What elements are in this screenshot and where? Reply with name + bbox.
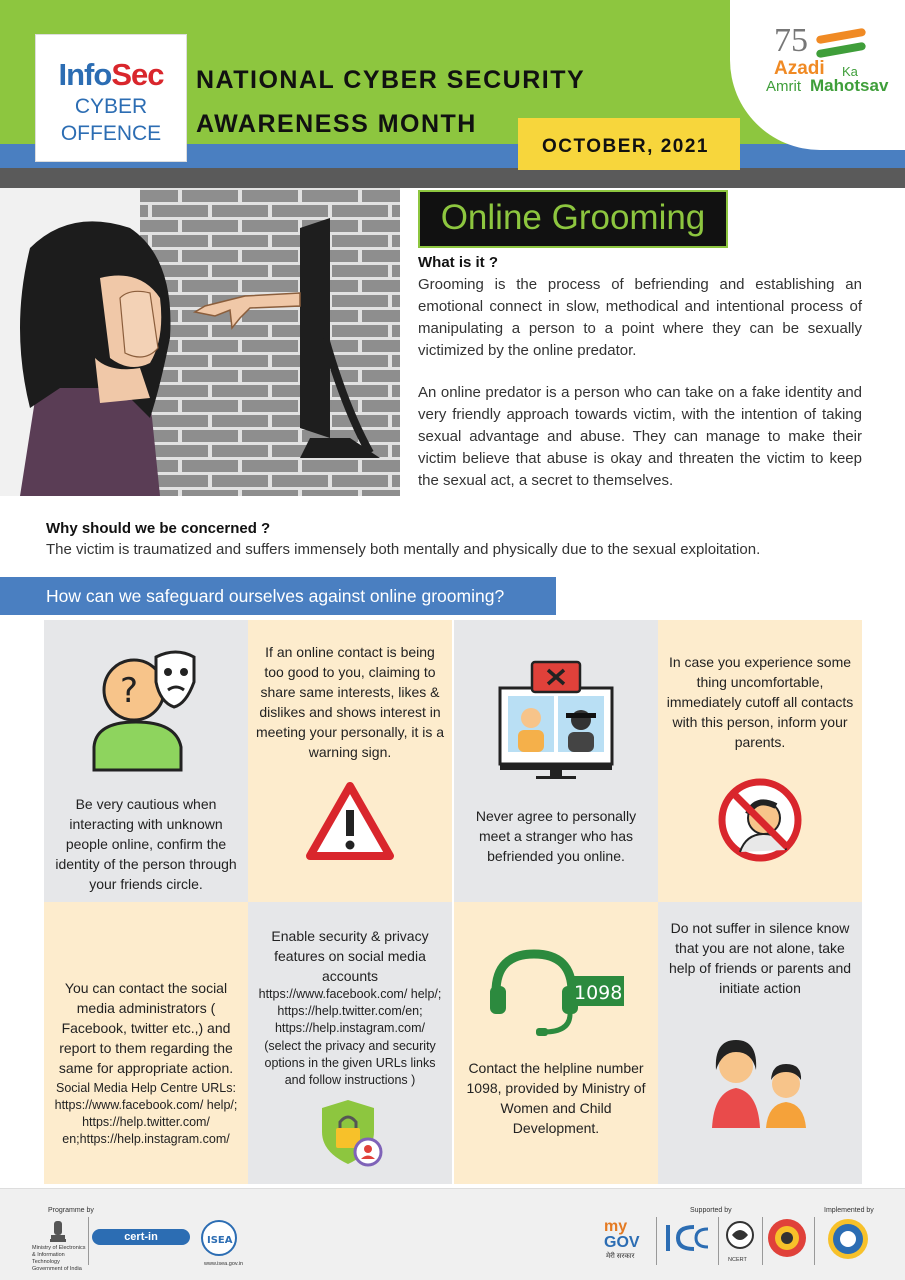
helpline-badge: 1098 xyxy=(574,982,623,1004)
tip-text: You can contact the social media administrators ( Facebook, twitter etc.,) and report to them regarding the same for appropriate action. xyxy=(58,980,234,1076)
flag-stripe-green xyxy=(816,42,867,59)
implemented-by-label: Implemented by xyxy=(824,1207,874,1214)
tip-urls: https://www.facebook.com/ help/; https://help.twitter.com/en; https://help.instagram.com/ xyxy=(258,987,442,1035)
date-badge: OCTOBER, 2021 xyxy=(518,118,740,170)
isea-logo-icon xyxy=(200,1219,238,1257)
warning-icon xyxy=(306,782,394,862)
cyber-logo-icon xyxy=(766,1217,808,1259)
tip-card-report-admins xyxy=(44,902,248,1184)
tip-card-seek-help xyxy=(658,902,862,1184)
svg-text:ISEA: ISEA xyxy=(207,1235,233,1246)
infosec-wordmark: InfoSec xyxy=(58,57,164,92)
why-concerned-heading: Why should we be concerned ? xyxy=(46,520,271,537)
mygov-tagline: मेरी सरकार xyxy=(606,1253,635,1260)
footer-separator xyxy=(88,1217,89,1265)
page-title: NATIONAL CYBER SECURITY AWARENESS MONTH xyxy=(196,66,586,138)
cdac-logo-icon xyxy=(826,1217,870,1261)
i4c-logo-icon xyxy=(664,1221,714,1255)
footer-separator xyxy=(718,1217,719,1265)
tip-urls: https://www.facebook.com/ help/; https://help.twitter.com/ en;https://help.instagram.com/ xyxy=(54,1098,238,1146)
helpline-headset-icon xyxy=(488,948,624,1038)
tip-text: Enable security & privacy features on social media accounts xyxy=(271,928,429,984)
mygov-logo: my GOV xyxy=(604,1218,640,1251)
tip-text: Never agree to personally meet a stranger who has befriended you online. xyxy=(475,808,637,864)
tip-card-cutoff-contacts xyxy=(658,620,862,902)
supported-by-label: Supported by xyxy=(690,1207,732,1214)
tip-card-identity xyxy=(44,620,248,902)
national-emblem-icon xyxy=(48,1219,68,1243)
tip-card-stranger xyxy=(454,620,658,902)
safeguard-banner: How can we safeguard ourselves against online grooming? xyxy=(0,577,556,615)
topic-title: Online Grooming xyxy=(440,198,706,237)
parent-and-child-icon xyxy=(708,1030,812,1130)
tip-note: (select the privacy and security options in the given URLs links and follow instructions ) xyxy=(264,1039,436,1087)
header-grey-stripe xyxy=(0,168,905,188)
hero-illustration xyxy=(0,188,400,496)
security-lock-icon xyxy=(320,1098,386,1168)
tip-text: Contact the helpline number 1098, provided by Ministry of Women and Child Development. xyxy=(466,1060,646,1136)
infosec-logo xyxy=(35,34,187,162)
tip-card-helpline xyxy=(454,902,658,1184)
programme-by-label: Programme by xyxy=(48,1207,94,1214)
footer-separator xyxy=(762,1217,763,1265)
masked-person-icon xyxy=(86,642,206,772)
what-is-it-heading: What is it ? xyxy=(418,254,498,271)
meity-label: Ministry of Electronics & Information Technology Government of India xyxy=(32,1245,86,1272)
header xyxy=(0,0,905,188)
footer-separator xyxy=(656,1217,657,1265)
video-call-stranger-icon xyxy=(496,658,616,780)
isea-url: www.isea.gov.in xyxy=(204,1261,244,1267)
topic-title-box xyxy=(418,190,728,248)
definition-paragraph: Grooming is the process of befriending and establishing an emotional connect in slow, methodical and intentional process of manipulating a person to a point where they can be sexually victimized by the online predator. xyxy=(418,276,862,359)
tip-text: Be very cautious when interacting with unknown people online, confirm the identity of the person through your friends circle. xyxy=(55,796,237,892)
tip-card-warning-sign xyxy=(248,620,452,902)
tip-text: In case you experience some thing uncomfortable, immediately cutoff all contacts with this person, inform your parents. xyxy=(666,654,854,750)
azadi-ka-amrit-mahotsav-logo: 75 Azadi Ka Amrit Mahotsav xyxy=(730,0,905,150)
tip-text: If an online contact is being too good to you, claiming to share same interests, likes & dislikes and shows interest in meeting your personally, it is a warning sign. xyxy=(255,644,445,760)
tip-urls-heading: Social Media Help Centre URLs: xyxy=(56,1081,236,1095)
tip-card-privacy-settings xyxy=(248,902,452,1184)
ncert-label: NCERT xyxy=(728,1257,747,1263)
grooming-illustration-icon xyxy=(0,188,400,496)
logo-line-cyber: CYBER xyxy=(74,95,148,118)
ncert-logo-icon xyxy=(722,1219,758,1255)
logo-line-offence: OFFENCE xyxy=(60,122,162,145)
svg-text:?: ? xyxy=(120,671,139,711)
tip-text: Do not suffer in silence know that you are not alone, take help of friends or parents and initiate action xyxy=(668,920,852,996)
footer xyxy=(0,1188,905,1280)
footer-separator xyxy=(814,1217,815,1265)
prohibited-person-icon xyxy=(716,776,804,864)
cert-in-logo: cert-in xyxy=(92,1229,190,1245)
tips-grid xyxy=(44,620,862,1184)
predator-paragraph: An online predator is a person who can take on a fake identity and very friendly approach towards victim, with the intention of taking sexual advantage and abuse. They can manage to make their victim believe that abuse is okay and threaten the victim to keep the sexual act, a secret to themselves. xyxy=(418,384,862,489)
why-concerned-text: The victim is traumatized and suffers immensely both mentally and physically due to the sexual exploitation. xyxy=(46,541,761,558)
